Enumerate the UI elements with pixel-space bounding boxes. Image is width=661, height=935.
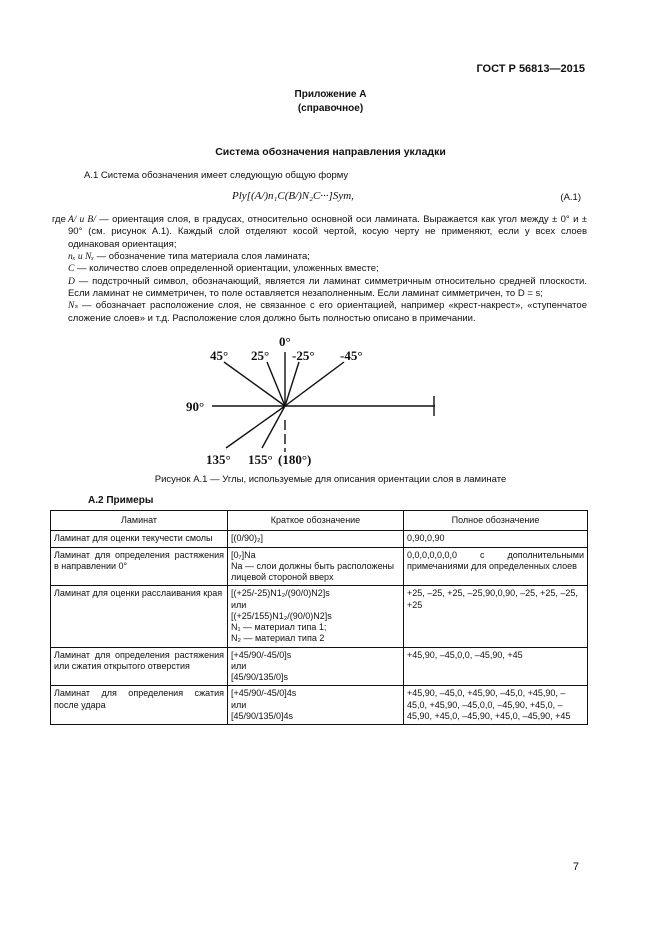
where-item: D — подстрочный символ, обозначающий, является ли ламинат симметричным относительно средней плоскости. Если ламинат не симметричен, то поле оставляется незаполненным. Если ламинат симметричен, то D = s; — [68, 275, 587, 300]
annex-title: Приложение А — [294, 89, 367, 100]
label-25: 25° — [251, 348, 270, 363]
label-m45: -45° — [340, 348, 363, 363]
label-m25: -25° — [292, 348, 315, 363]
formula-number: (А.1) — [560, 192, 581, 203]
header-short: Краткое обозначение — [228, 511, 404, 531]
table-row — [51, 547, 588, 586]
formula: Ply[(A/)n₁C(B/)N₂C···]Sym, — [232, 190, 354, 202]
examples-title: А.2 Примеры — [88, 495, 154, 506]
where-item: nₓ и Nₓ — обозначение типа материала слоя ламината; — [68, 251, 310, 263]
where-item: C — количество слоев определенной ориентации, уложенных вместе; — [68, 263, 379, 275]
page-number: 7 — [572, 861, 579, 873]
cell-short: [(+25/-25)N1₂/(90/0)N2]s или [(+25/155)N1₂/(90/0)N2]s N₁ — материал типа 1; N₂ — материал типа 2 — [228, 586, 404, 647]
ray-135 — [226, 406, 285, 448]
cell-laminate: Ламинат для определения растяжения или сжатия открытого отверстия — [51, 647, 228, 686]
figure-caption: Рисунок А.1 — Углы, используемые для описания ориентации слоя в ламинате — [154, 474, 507, 485]
cell-short: [+45/90/-45/0]4s или [45/90/135/0]4s — [228, 686, 404, 725]
annex-subtitle: (справочное) — [297, 102, 364, 114]
annex-heading — [0, 88, 661, 115]
cell-full: +45,90, –45,0,0, –45,90, +45 — [404, 647, 588, 686]
where-item: Nₛ — обозначает расположение слоя, не связанное с его ориентацией, например «крест-накрест», «ступенчатое сложение слоев» и т.д. Расположение слоя должно быть полностью описано в примечании. — [68, 300, 587, 324]
section-intro: А.1 Система обозначения имеет следующую общую форму — [84, 170, 349, 181]
cell-short: [+45/90/-45/0]s или [45/90/135/0]s — [228, 647, 404, 686]
header-full: Полное обозначение — [404, 511, 588, 531]
cell-full: 0,0,0,0,0,0,0 с дополнительными примечаниями для определенных слоев — [404, 547, 588, 586]
table-row — [51, 686, 588, 725]
where-label: где — [52, 214, 66, 225]
ray-155 — [262, 406, 285, 448]
where-item: A/ и B/ — ориентация слоя, в градусах, относительно основной оси ламината. Выражается как угол между ± 0° и ± 90° (см. рисунок А.1). Каждый слой отделяют косой чертой, косую черту не применяют, если у всех слоев одинаковая ориентация; — [68, 214, 587, 250]
header-laminate: Ламинат — [51, 511, 228, 531]
cell-laminate: Ламинат для определения растяжения в направлении 0° — [51, 547, 228, 586]
standard-number: ГОСТ Р 56813—2015 — [476, 63, 585, 75]
table-row — [51, 531, 588, 547]
cell-laminate: Ламинат для оценки текучести смолы — [51, 531, 228, 547]
cell-full: +25, –25, +25, –25,90,0,90, –25, +25, –25, +25 — [404, 586, 588, 647]
cell-laminate: Ламинат для определения сжатия после удара — [51, 686, 228, 725]
orientation-figure — [180, 332, 470, 468]
label-180: (180°) — [278, 452, 312, 467]
label-135: 135° — [206, 452, 231, 467]
ray-m45 — [285, 362, 344, 406]
table-row — [51, 586, 588, 647]
cell-full: +45,90, –45,0, +45,90, –45,0, +45,90, –45,0, +45,90, –45,0,0, –45,90, +45,0, –45,90, +45,0, –45,90, +45,0, –45,90, +45 — [404, 686, 588, 725]
cell-laminate: Ламинат для оценки расслаивания края — [51, 586, 228, 647]
cell-short: [(0/90)₂] — [228, 531, 404, 547]
table-row — [51, 647, 588, 686]
where-block — [52, 214, 587, 325]
cell-full: 0,90,0,90 — [404, 531, 588, 547]
cell-short: [0₇]Na Na — слои должны быть расположены лицевой стороной вверх — [228, 547, 404, 586]
examples-table — [50, 510, 588, 725]
label-155: 155° — [248, 452, 273, 467]
table-header-row — [51, 511, 588, 531]
ray-m25 — [285, 362, 299, 406]
label-0: 0° — [279, 334, 291, 349]
label-90: 90° — [186, 399, 205, 414]
section-title: Система обозначения направления укладки — [215, 146, 446, 158]
label-45: 45° — [210, 348, 229, 363]
